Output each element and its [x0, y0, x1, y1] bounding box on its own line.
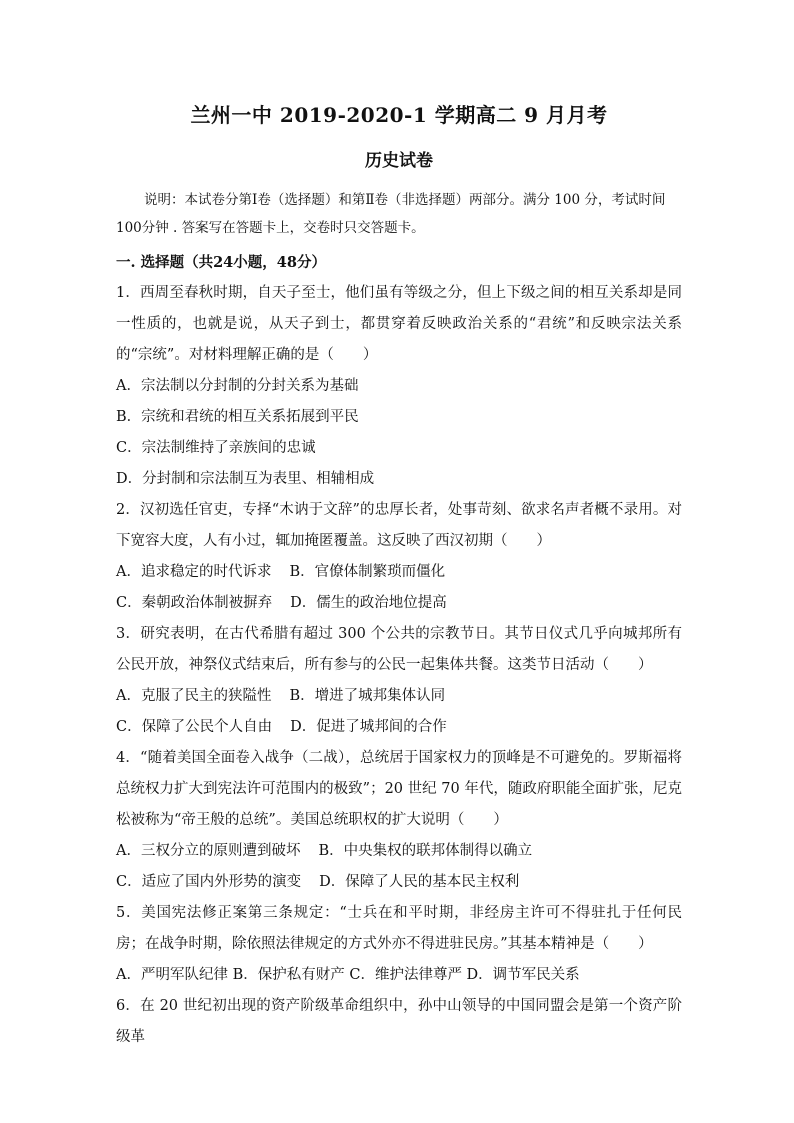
question-stem: 5．美国宪法修正案第三条规定：“士兵在和平时期，非经房主许可不得驻扎于任何民房；在战争时期，除依照法律规定的方式外亦不得进驻民房。”其基本精神是（ ）: [116, 905, 682, 952]
answer-option-d: D．促进了城邦间的合作: [290, 719, 447, 735]
answer-option-c: C．秦朝政治体制被摒弃: [116, 595, 273, 611]
answer-options-row: [116, 836, 682, 867]
question-stem: 6．在 20 世纪初出现的资产阶级革命组织中，孙中山领导的中国同盟会是第一个资产阶级革: [116, 998, 682, 1045]
answer-options-row: [116, 867, 682, 898]
exam-title: 兰州一中 2019-2020-1 学期高二 9 月月考: [190, 103, 608, 127]
answer-options-row: [116, 557, 682, 588]
answer-options-row: [116, 712, 682, 743]
question-4: [116, 743, 682, 898]
answer-option-a: A．三权分立的原则遭到破坏: [116, 843, 301, 859]
question-6: [116, 991, 682, 1053]
question-stem: 4．“随着美国全面卷入战争（二战），总统居于国家权力的顶峰是不可避免的。罗斯福将总统权力扩大到宪法许可范围内的极致”；20 世纪 70 年代，随政府职能全面扩张，尼克松被称为“帝王般的总统”。美国总统职权的扩大说明（ ）: [116, 750, 682, 828]
answer-option-b: B．官僚体制繁琐而僵化: [289, 564, 446, 580]
question-stem: 2．汉初选任官吏，专择“木讷于文辞”的忠厚长者，处事苛刻、欲求名声者概不录用。对下宽容大度，人有小过，辄加掩匿覆盖。这反映了西汉初期（ ）: [116, 502, 682, 549]
section-heading: 一. 选择题（共24小题，48分）: [116, 254, 326, 271]
answer-option-d: D．保障了人民的基本民主权利: [319, 874, 520, 890]
answer-option-d: D．分封制和宗法制互为表里、相辅相成: [116, 471, 375, 487]
question-stem: 1．西周至春秋时期，自天子至士，他们虽有等级之分，但上下级之间的相互关系却是同一性质的，也就是说，从天子到士，都贯穿着反映政治关系的“君统”和反映宗法关系的“宗统”。对材料理解正确的是（ ）: [116, 285, 682, 363]
answer-option-c: C．宗法制维持了亲族间的忠诚: [116, 440, 316, 456]
question-3: [116, 619, 682, 743]
answer-options-row: A．严明军队纪律 B．保护私有财产 C．维护法律尊严 D．调节军民关系: [116, 967, 580, 983]
answer-options-row: [116, 588, 682, 619]
answer-option-c: C．保障了公民个人自由: [116, 719, 273, 735]
answer-option-b: B．宗统和君统的相互关系拓展到平民: [116, 409, 359, 425]
answer-option-a: A．克服了民主的狭隘性: [116, 688, 272, 704]
exam-instructions: 说明：本试卷分第Ⅰ卷（选择题）和第Ⅱ卷（非选择题）两部分。满分 100 分，考试时间 100分钟 . 答案写在答题卡上，交卷时只交答题卡。: [116, 192, 666, 236]
answer-options-row: [116, 681, 682, 712]
answer-option-b: B．中央集权的联邦体制得以确立: [318, 843, 533, 859]
answer-option-c: C．适应了国内外形势的演变: [116, 874, 302, 890]
question-stem: 3．研究表明，在古代希腊有超过 300 个公共的宗教节日。其节日仪式几乎向城邦所有公民开放，神祭仪式结束后，所有参与的公民一起集体共餐。这类节日活动（ ）: [116, 626, 682, 673]
answer-option-d: D．儒生的政治地位提高: [290, 595, 447, 611]
question-5: [116, 898, 682, 991]
question-1: [116, 278, 682, 495]
exam-subtitle: 历史试卷: [365, 151, 433, 171]
answer-option-b: B．增进了城邦集体认同: [289, 688, 446, 704]
answer-option-a: A．宗法制以分封制的分封关系为基础: [116, 378, 359, 394]
answer-option-a: A．追求稳定的时代诉求: [116, 564, 272, 580]
question-2: [116, 495, 682, 619]
